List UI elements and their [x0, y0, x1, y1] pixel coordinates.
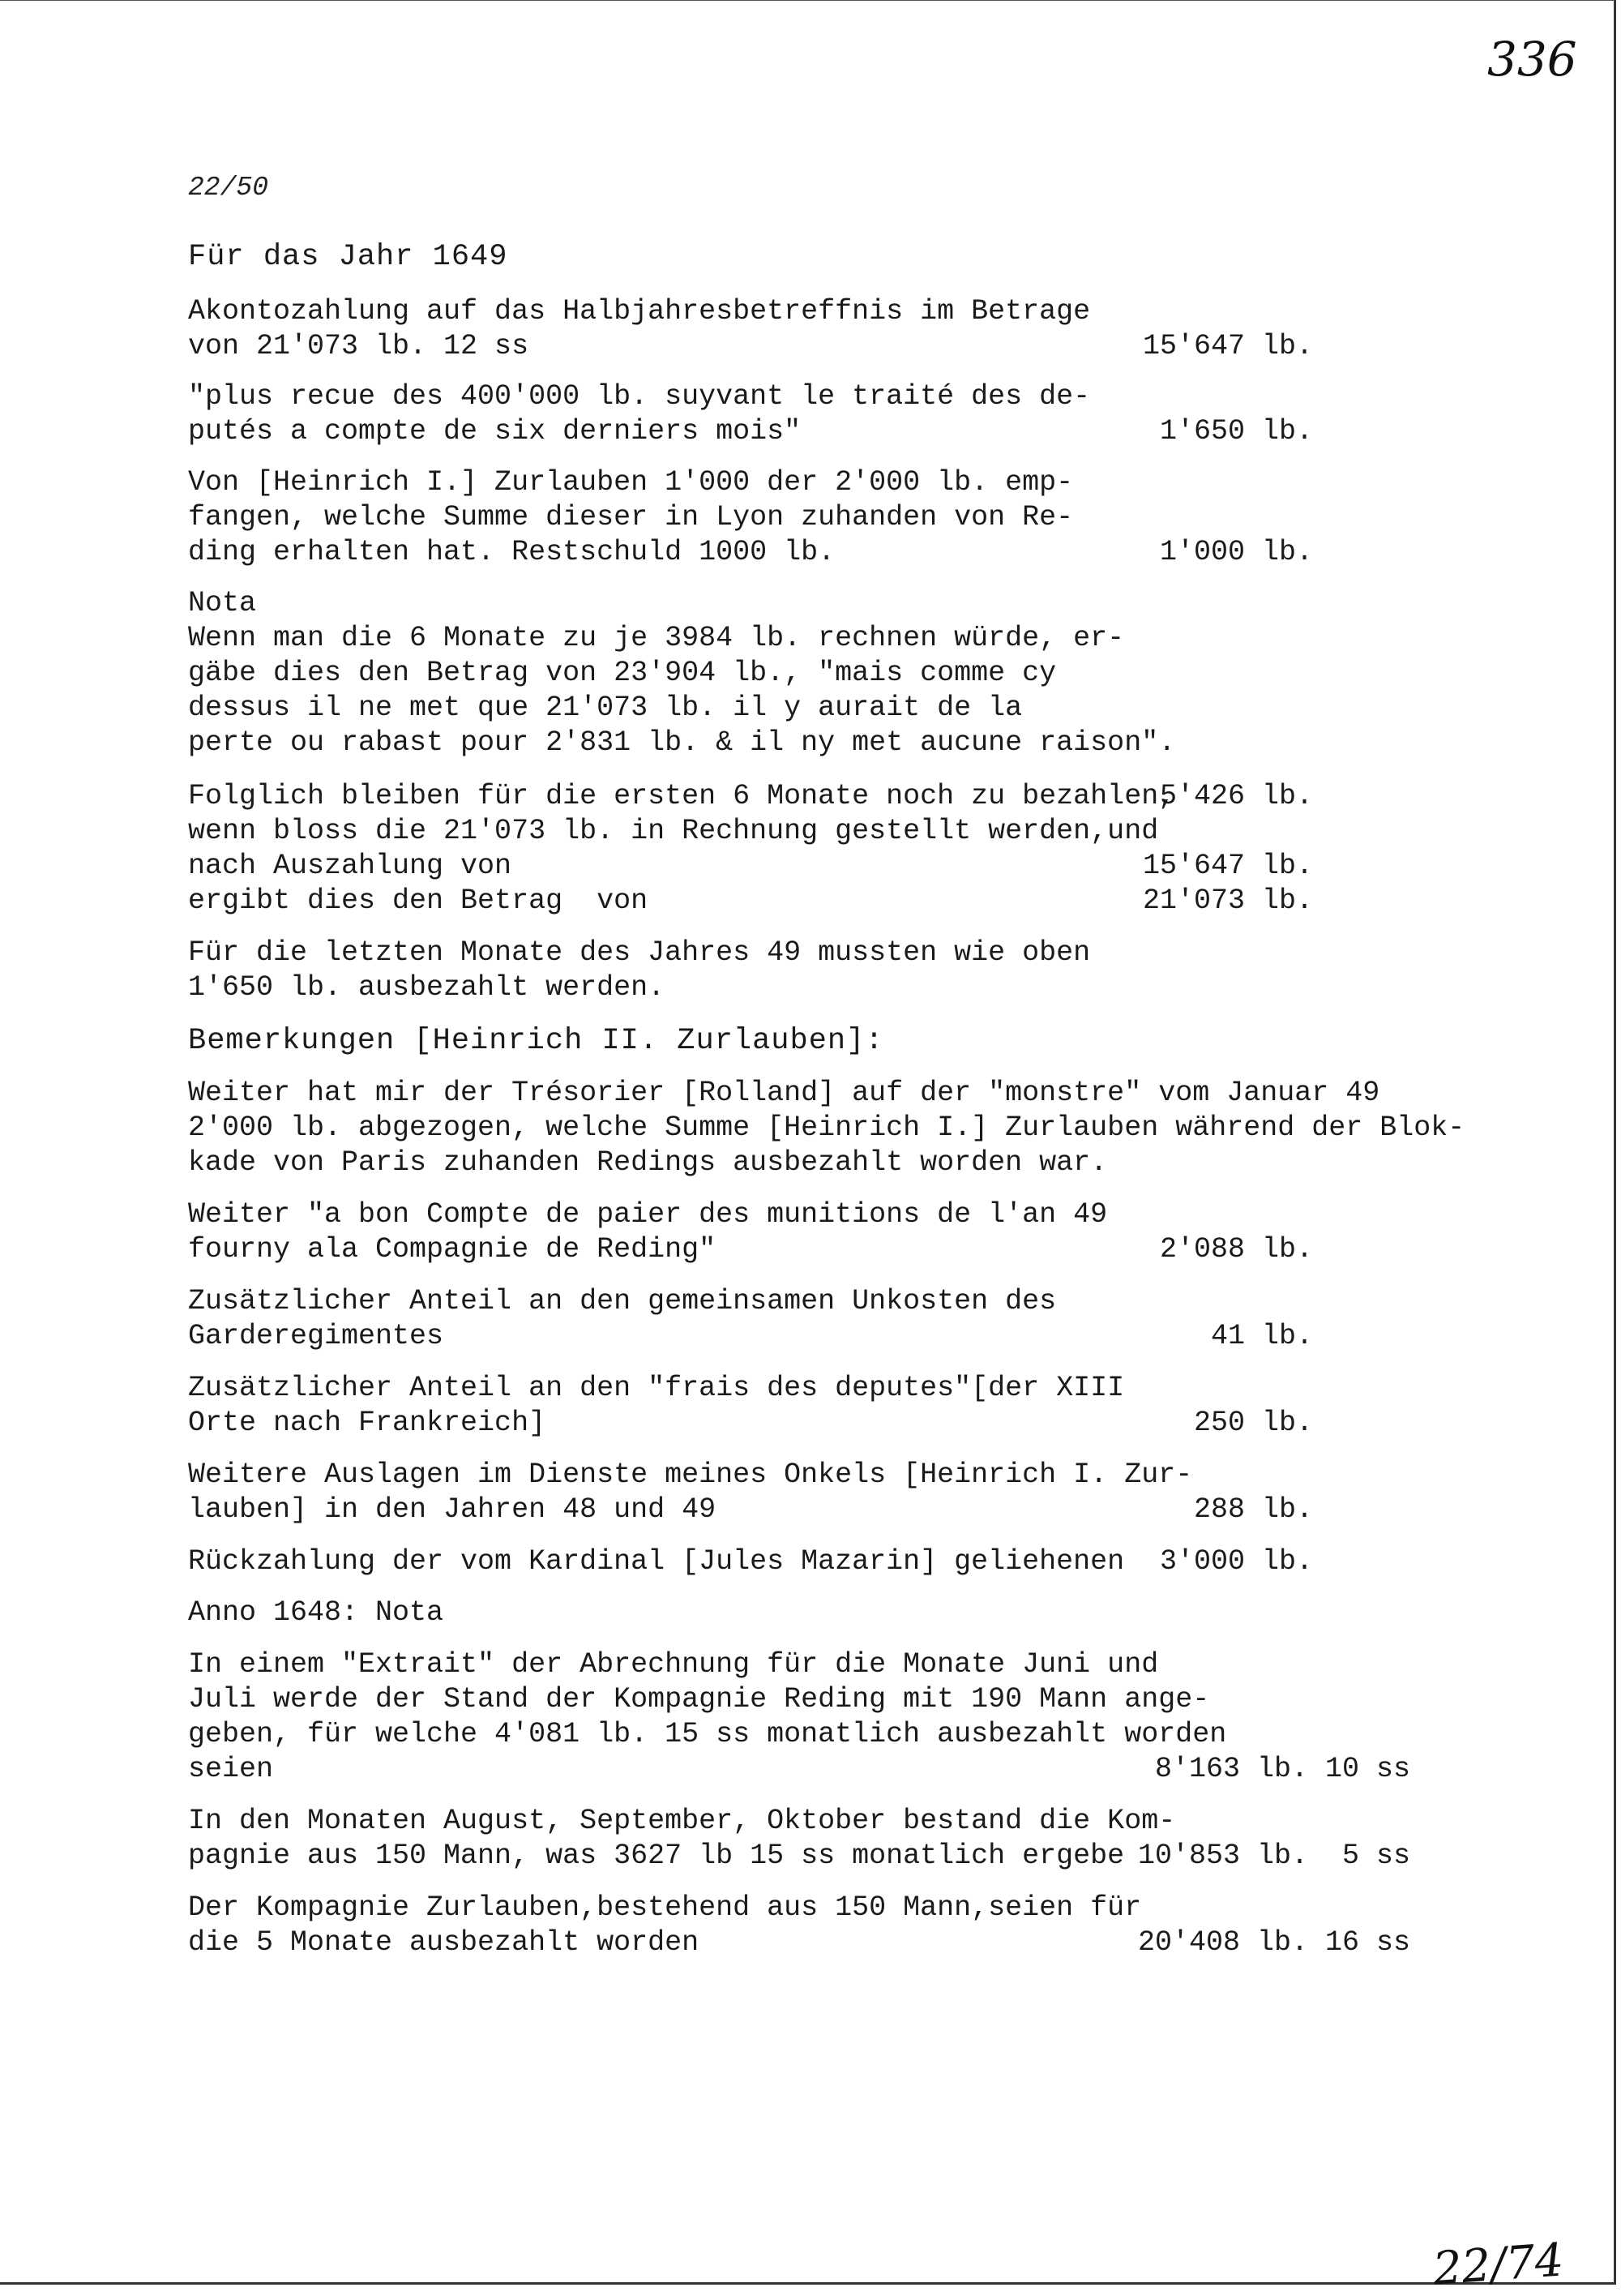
entry-line: Weiter "a bon Compte de paier des munitions de l'an 49 [188, 1198, 1108, 1231]
entry-line: 2'000 lb. abgezogen, welche Summe [Heinrich I.] Zurlauben während der Blok- [188, 1112, 1465, 1144]
entry-line: pagnie aus 150 Mann, was 3627 lb 15 ss monatlich ergebe [188, 1840, 1125, 1872]
entry-line: Rückzahlung der vom Kardinal [Jules Mazarin] geliehenen [188, 1545, 1125, 1578]
entry-line: lauben] in den Jahren 48 und 49 [188, 1493, 716, 1526]
entry-line: seien [188, 1753, 274, 1785]
entry-line: von 21'073 lb. 12 ss [188, 330, 529, 362]
year-heading: Für das Jahr 1649 [188, 240, 508, 274]
entry-line: kade von Paris zuhanden Redings ausbezahlt worden war. [188, 1146, 1108, 1179]
entry-line: dessus il ne met que 21'073 lb. il y aurait de la [188, 692, 1023, 724]
entry-amount: 41 lb. [1210, 1320, 1313, 1352]
entry-line: nach Auszahlung von [188, 850, 512, 882]
entry-line: Anno 1648: Nota [188, 1596, 444, 1629]
entry-line: putés a compte de six derniers mois" [188, 415, 802, 448]
entry-amount: 250 lb. [1193, 1407, 1313, 1439]
reference-code: 22/50 [188, 173, 269, 203]
entry-line: Orte nach Frankreich] [188, 1407, 546, 1439]
entry-amount: 15'647 lb. [1142, 330, 1313, 362]
entry-amount: 10'853 lb. 5 ss [1137, 1840, 1410, 1872]
entry-line: fangen, welche Summe dieser in Lyon zuhanden von Re- [188, 501, 1074, 533]
entry-line: Garderegimentes [188, 1320, 444, 1352]
entry-line: Juli werde der Stand der Kompagnie Reding mit 190 Mann ange- [188, 1683, 1210, 1716]
entry-amount: 1'000 lb. [1159, 536, 1313, 568]
entry-line: Wenn man die 6 Monate zu je 3984 lb. rechnen würde, er- [188, 622, 1125, 654]
entry-line: Zusätzlicher Anteil an den "frais des deputes"[der XIII [188, 1372, 1125, 1404]
handwritten-archive-number: 22/74 [1431, 2234, 1566, 2296]
entry-amount: 288 lb. [1193, 1493, 1313, 1526]
entry-line: ergibt dies den Betrag von [188, 885, 648, 917]
entry-line: Folglich bleiben für die ersten 6 Monate noch zu bezahlen, [188, 780, 1176, 812]
entry-line: Von [Heinrich I.] Zurlauben 1'000 der 2'000 lb. emp- [188, 466, 1074, 499]
entry-line: 1'650 lb. ausbezahlt werden. [188, 971, 665, 1004]
entry-line: Zusätzlicher Anteil an den gemeinsamen Unkosten des [188, 1285, 1057, 1317]
entry-line: ding erhalten hat. Restschuld 1000 lb. [188, 536, 836, 568]
entry-amount: 15'647 lb. [1142, 850, 1313, 882]
section-heading: Bemerkungen [Heinrich II. Zurlauben]: [188, 1024, 884, 1058]
entry-line: "plus recue des 400'000 lb. suyvant le traité des de- [188, 380, 1091, 413]
entry-line: Weitere Auslagen im Dienste meines Onkels [Heinrich I. Zur- [188, 1459, 1193, 1491]
entry-line: Für die letzten Monate des Jahres 49 mussten wie oben [188, 936, 1091, 969]
entry-line: geben, für welche 4'081 lb. 15 ss monatlich ausbezahlt worden [188, 1718, 1227, 1750]
entry-line: Weiter hat mir der Trésorier [Rolland] auf der "monstre" vom Januar 49 [188, 1077, 1380, 1109]
entry-line: In den Monaten August, September, Oktober bestand die Kom- [188, 1805, 1176, 1837]
entry-line: die 5 Monate ausbezahlt worden [188, 1926, 699, 1959]
entry-amount: 1'650 lb. [1159, 415, 1313, 448]
entry-line: Der Kompagnie Zurlauben,bestehend aus 150 Mann,seien für [188, 1891, 1142, 1924]
entry-amount: 3'000 lb. [1159, 1545, 1313, 1578]
entry-amount: 2'088 lb. [1159, 1233, 1313, 1266]
entry-amount: 21'073 lb. [1142, 885, 1313, 917]
entry-amount: 8'163 lb. 10 ss [1154, 1753, 1410, 1785]
entry-line: Nota [188, 587, 257, 619]
entry-amount: 5'426 lb. [1159, 780, 1313, 812]
entry-line: gäbe dies den Betrag von 23'904 lb., "mais comme cy [188, 657, 1057, 689]
entry-line: perte ou rabast pour 2'831 lb. & il ny met aucune raison". [188, 726, 1176, 759]
entry-amount: 20'408 lb. 16 ss [1137, 1926, 1410, 1959]
entry-line: In einem "Extrait" der Abrechnung für die Monate Juni und [188, 1648, 1159, 1681]
page-number: 336 [1487, 32, 1577, 87]
entry-line: fourny ala Compagnie de Reding" [188, 1233, 716, 1266]
entry-line: wenn bloss die 21'073 lb. in Rechnung gestellt werden,und [188, 815, 1159, 847]
entry-line: Akontozahlung auf das Halbjahresbetreffnis im Betrage [188, 295, 1091, 328]
